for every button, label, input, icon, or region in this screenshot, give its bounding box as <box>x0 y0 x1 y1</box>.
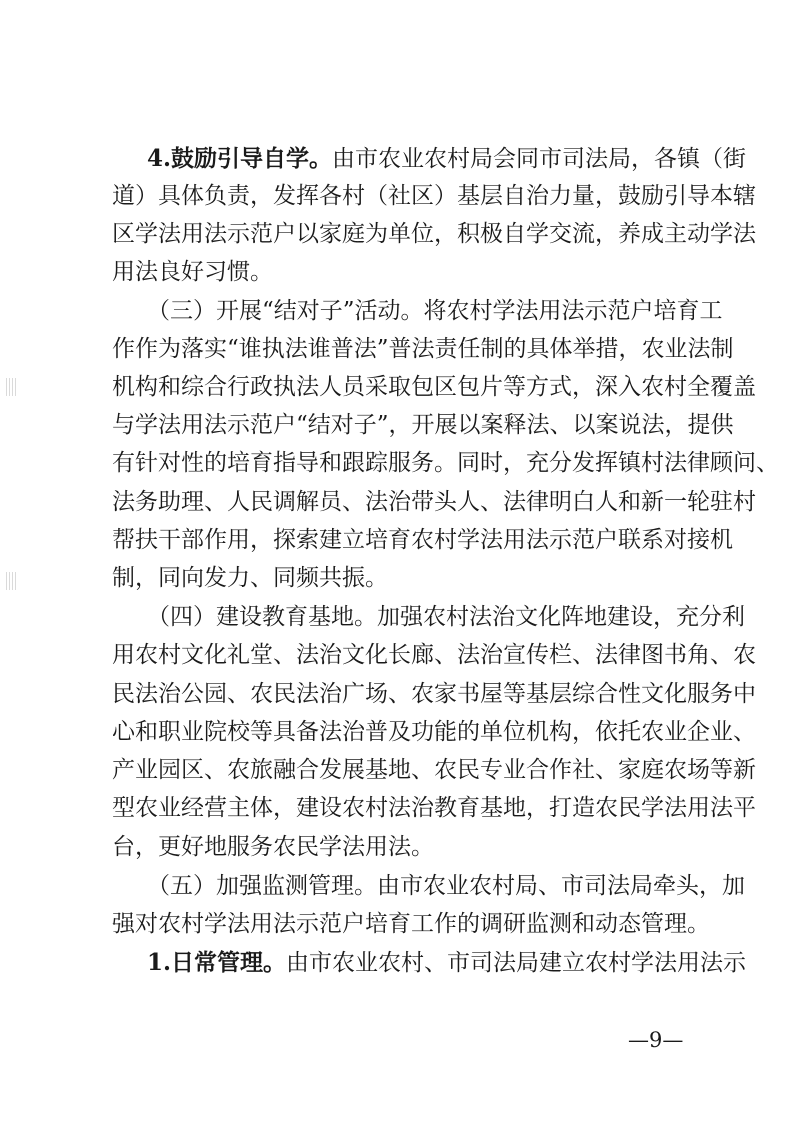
paragraph-line: 型农业经营主体，建设农村法治教育基地，打造农民学法用法平 <box>112 795 756 821</box>
page-number: —9— <box>628 1028 684 1052</box>
paragraph-line: 法务助理、人民调解员、法治带头人、法律明白人和新一轮驻村 <box>112 489 756 515</box>
paragraph-line: （五）加强监测管理。由市农业农村局、市司法局牵头，加 <box>147 873 745 899</box>
paragraph-line: 强对农村学法用法示范户培育工作的调研监测和动态管理。 <box>112 911 710 937</box>
paragraph-line: 用农村文化礼堂、法治文化长廊、法治宣传栏、法律图书角、农 <box>112 642 756 668</box>
paragraph-line: 台，更好地服务农民学法用法。 <box>112 834 434 860</box>
paragraph-line: （三）开展“结对子”活动。将农村学法用法示范户培育工 <box>147 298 723 324</box>
paragraph-line: 作作为落实“谁执法谁普法”普法责任制的具体举措，农业法制 <box>112 336 734 362</box>
paragraph-line: 1.日常管理。由市农业农村、市司法局建立农村学法用法示 <box>147 949 747 976</box>
paragraph-line: 区学法用法示范户以家庭为单位，积极自学交流，养成主动学法 <box>112 221 756 247</box>
paragraph-line: 产业园区、农旅融合发展基地、农民专业合作社、家庭农场等新 <box>112 757 756 783</box>
paragraph-line: 4.鼓励引导自学。由市农业农村局会同市司法局，各镇（街 <box>147 145 747 172</box>
paragraph-line: 帮扶干部作用，探索建立培育农村学法用法示范户联系对接机 <box>112 527 733 553</box>
paragraph-lead: 1.日常管理。 <box>147 949 287 976</box>
paragraph-line: 用法良好习惯。 <box>112 259 273 285</box>
scan-artifact <box>6 572 16 590</box>
paragraph-line: 道）具体负责，发挥各村（社区）基层自治力量，鼓励引导本辖 <box>112 183 756 209</box>
paragraph-line: 与学法用法示范户“结对子”，开展以案释法、以案说法，提供 <box>112 412 734 438</box>
paragraph-line: 机构和综合行政执法人员采取包区包片等方式，深入农村全覆盖 <box>112 374 756 400</box>
paragraph-line: 制，同向发力、同频共振。 <box>112 565 388 591</box>
paragraph-lead: 4.鼓励引导自学。 <box>147 145 333 172</box>
section-heading: （四）建设教育基地。 <box>147 604 377 630</box>
section-heading: （三）开展“结对子”活动。 <box>147 298 424 324</box>
scan-artifact <box>6 378 16 396</box>
paragraph-line: （四）建设教育基地。加强农村法治文化阵地建设，充分利 <box>147 604 745 630</box>
section-heading: （五）加强监测管理。 <box>147 873 377 899</box>
paragraph-line: 民法治公园、农民法治广场、农家书屋等基层综合性文化服务中 <box>112 681 756 707</box>
paragraph-line: 心和职业院校等具备法治普及功能的单位机构，依托农业企业、 <box>112 719 756 745</box>
paragraph-line: 有针对性的培育指导和跟踪服务。同时，充分发挥镇村法律顾问、 <box>112 450 779 476</box>
